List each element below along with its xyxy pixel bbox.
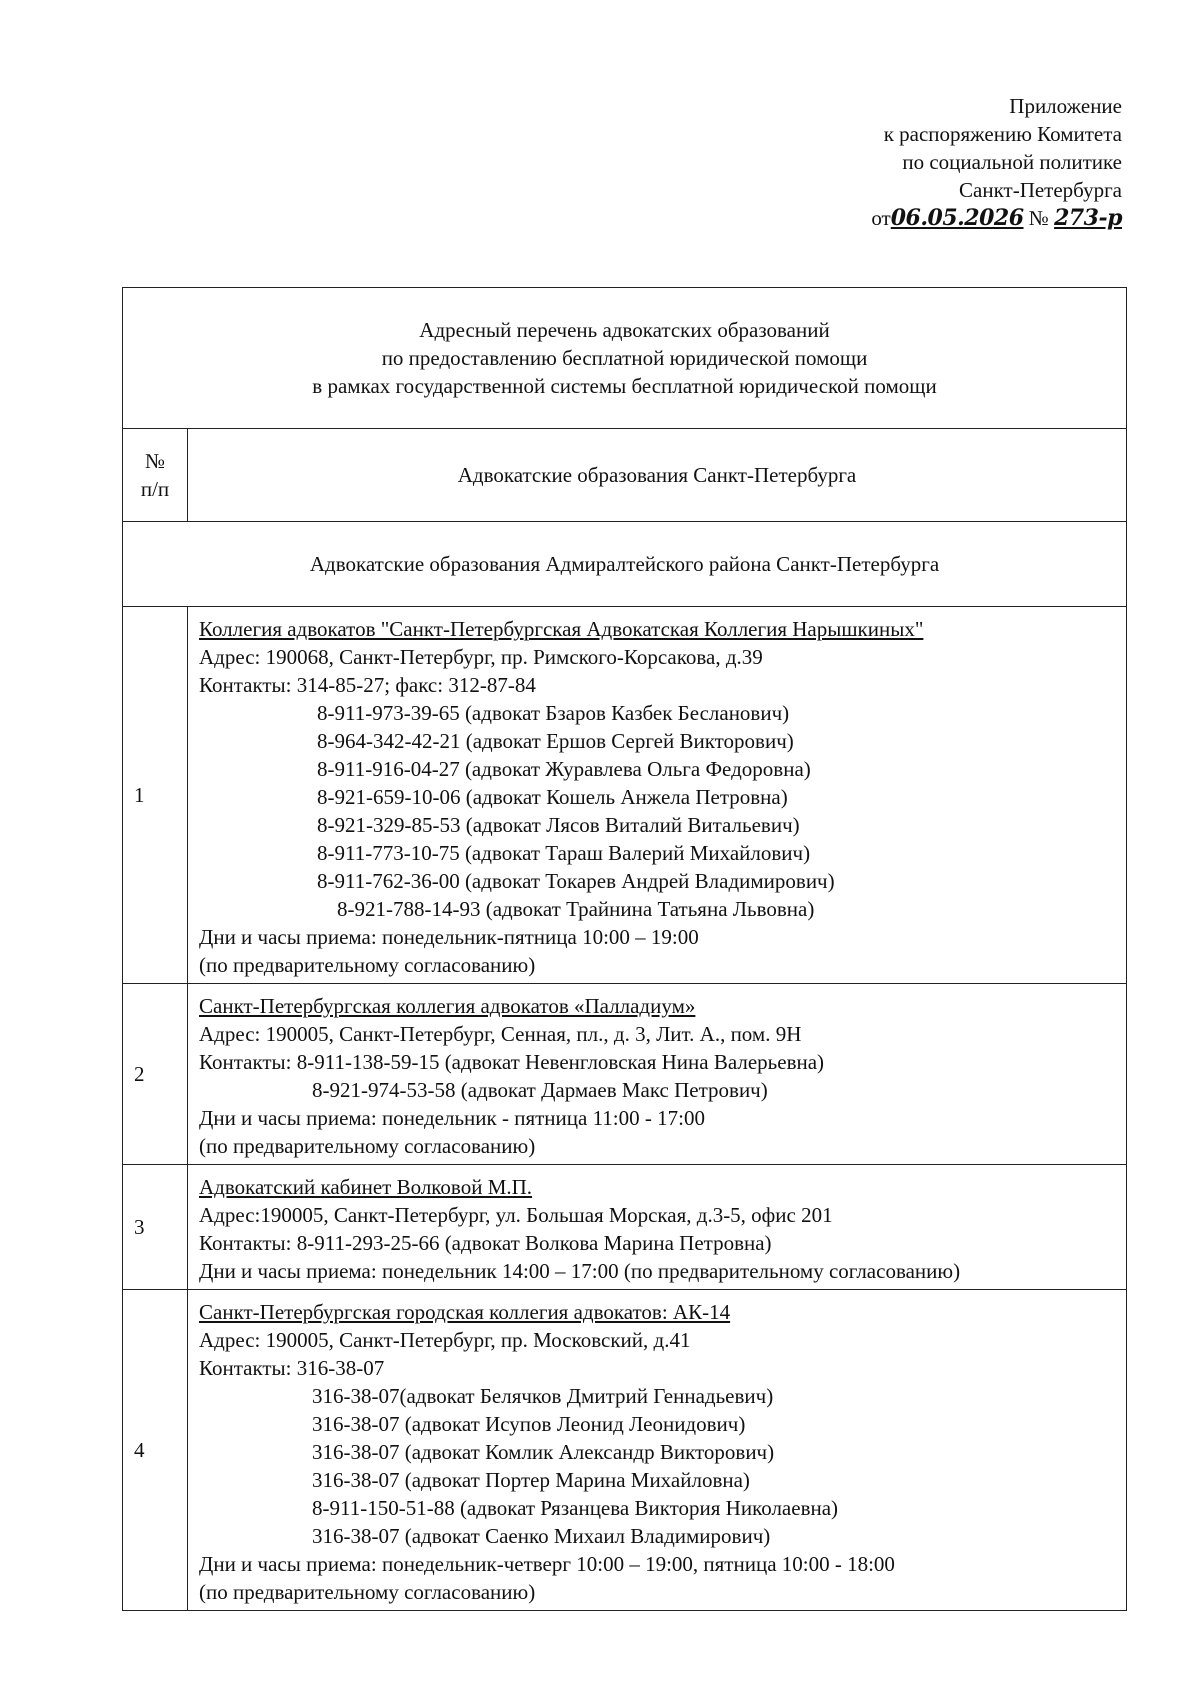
order-reference: к распоряжению Комитета: [883, 122, 1122, 146]
order-date-number: [871, 204, 1122, 232]
org-address: Адрес: 190068, Санкт-Петербург, пр. Римского-Корсакова, д.39: [199, 645, 763, 669]
column-header-name: Адвокатские образования Санкт-Петербурга: [188, 429, 1127, 522]
table-row: [123, 607, 1127, 984]
reception-hours: Дни и часы приема: понедельник 14:00 – 17:00 (по предварительному согласованию): [199, 1259, 961, 1283]
org-name: Адвокатский кабинет Волковой М.П.: [199, 1175, 533, 1199]
column-header-number-symbol: №: [144, 449, 166, 473]
org-contacts: Контакты: 316-38-07: [199, 1356, 385, 1380]
column-header-number-abbr: п/п: [140, 477, 170, 501]
reception-hours: Дни и часы приема: понедельник-четверг 10:00 – 19:00, пятница 10:00 - 18:00: [199, 1552, 895, 1576]
row-number: 4: [123, 1290, 188, 1611]
number-prefix: №: [1028, 206, 1049, 230]
row-number: 1: [123, 607, 188, 984]
order-number: 273-р: [1054, 205, 1122, 231]
lawyers-table: [122, 287, 1127, 1611]
lawyer-phone: 8-921-974-53-58 (адвокат Дармаев Макс Петрович): [312, 1078, 768, 1102]
lawyer-phone: 8-911-150-51-88 (адвокат Рязанцева Виктория Николаевна): [312, 1496, 839, 1520]
org-address: Адрес: 190005, Санкт-Петербург, пр. Московский, д.41: [199, 1328, 691, 1352]
lawyer-phone: 8-911-916-04-27 (адвокат Журавлева Ольга Федоровна): [317, 757, 811, 781]
row-number: 3: [123, 1165, 188, 1290]
table-title: [123, 288, 1127, 429]
lawyer-phone: 8-911-762-36-00 (адвокат Токарев Андрей Владимирович): [317, 869, 835, 893]
table-header-row: [123, 429, 1127, 522]
lawyer-phone: 8-921-659-10-06 (адвокат Кошель Анжела Петровна): [317, 785, 788, 809]
org-contacts: Контакты: 314-85-27; факс: 312-87-84: [199, 673, 536, 697]
appendix-header: [871, 92, 1122, 232]
lawyer-phone: 316-38-07 (адвокат Комлик Александр Викторович): [312, 1440, 775, 1464]
org-name: Коллегия адвокатов "Санкт-Петербургская Адвокатская Коллегия Нарышкиных": [199, 617, 924, 641]
lawyer-phone: 8-911-773-10-75 (адвокат Тараш Валерий Михайлович): [317, 841, 811, 865]
table-row: [123, 1290, 1127, 1611]
org-contacts: Контакты: 8-911-138-59-15 (адвокат Невенгловская Нина Валерьевна): [199, 1050, 825, 1074]
reception-hours: Дни и часы приема: понедельник - пятница 11:00 - 17:00: [199, 1106, 705, 1130]
table-row: [123, 1165, 1127, 1290]
row-content: [188, 1290, 1127, 1611]
org-address: Адрес: 190005, Санкт-Петербург, Сенная, пл., д. 3, Лит. А., пом. 9Н: [199, 1022, 802, 1046]
district-heading: Адвокатские образования Адмиралтейского района Санкт-Петербурга: [123, 522, 1127, 607]
lawyer-phone: 8-964-342-42-21 (адвокат Ершов Сергей Викторович): [317, 729, 794, 753]
reception-note: (по предварительному согласованию): [199, 1580, 536, 1604]
row-content: [188, 1165, 1127, 1290]
org-name: Санкт-Петербургская коллегия адвокатов «Палладиум»: [199, 994, 696, 1018]
table-row: [123, 984, 1127, 1165]
row-content: [188, 984, 1127, 1165]
lawyer-phone: 8-921-788-14-93 (адвокат Трайнина Татьяна Львовна): [337, 897, 815, 921]
appendix-label: Приложение: [1009, 94, 1122, 118]
table-title-row: [123, 288, 1127, 429]
district-row: [123, 522, 1127, 607]
title-line: по предоставлению бесплатной юридической помощи: [381, 346, 868, 370]
title-line: Адресный перечень адвокатских образований: [419, 318, 830, 342]
lawyer-phone: 316-38-07(адвокат Белячков Дмитрий Геннадьевич): [312, 1384, 774, 1408]
org-name: Санкт-Петербургская городская коллегия адвокатов: АК-14: [199, 1300, 731, 1324]
lawyer-phone: 8-921-329-85-53 (адвокат Лясов Виталий Витальевич): [317, 813, 800, 837]
reception-hours: Дни и часы приема: понедельник-пятница 10:00 – 19:00: [199, 925, 699, 949]
lawyer-phone: 316-38-07 (адвокат Саенко Михаил Владимирович): [312, 1524, 771, 1548]
title-line: в рамках государственной системы бесплатной юридической помощи: [312, 374, 937, 398]
org-contacts: Контакты: 8-911-293-25-66 (адвокат Волкова Марина Петровна): [199, 1231, 772, 1255]
row-number: 2: [123, 984, 188, 1165]
column-header-number: [123, 429, 188, 522]
lawyer-phone: 316-38-07 (адвокат Исупов Леонид Леонидович): [312, 1412, 746, 1436]
org-address: Адрес:190005, Санкт-Петербург, ул. Большая Морская, д.3-5, офис 201: [199, 1203, 833, 1227]
lawyer-phone: 316-38-07 (адвокат Портер Марина Михайловна): [312, 1468, 750, 1492]
reception-note: (по предварительному согласованию): [199, 953, 536, 977]
from-prefix: от: [871, 206, 891, 230]
lawyer-phone: 8-911-973-39-65 (адвокат Бзаров Казбек Бесланович): [317, 701, 790, 725]
row-content: [188, 607, 1127, 984]
reception-note: (по предварительному согласованию): [199, 1134, 536, 1158]
committee-name: по социальной политике: [902, 150, 1122, 174]
order-date: 06.05.2026: [890, 205, 1024, 231]
city-name: Санкт-Петербурга: [959, 178, 1122, 202]
